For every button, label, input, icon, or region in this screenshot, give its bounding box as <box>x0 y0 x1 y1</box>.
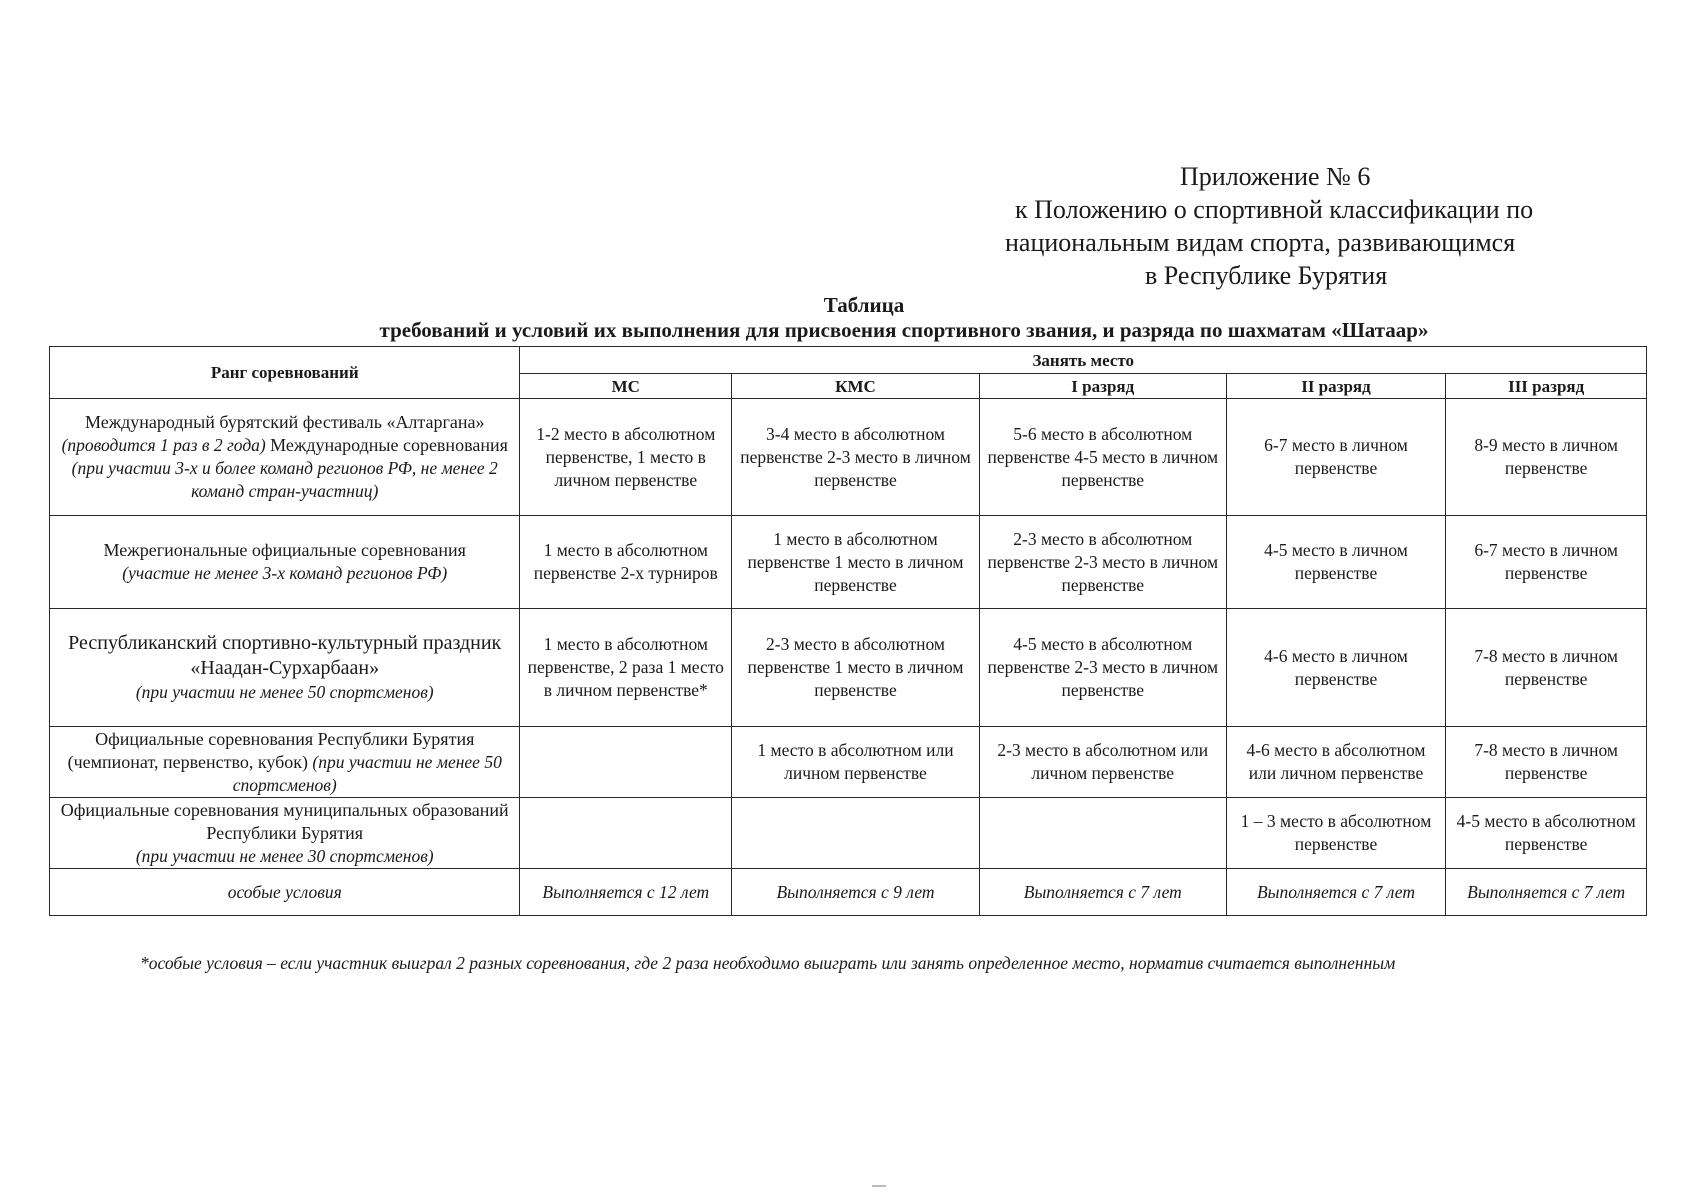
appendix-header <box>1000 160 1600 292</box>
requirement-cell: 6-7 место в личном первенстве <box>1446 516 1647 609</box>
rank-name: Республиканский спортивно-культурный праздник «Наадан-Сурхарбаан» <box>68 632 502 679</box>
rank-condition: (при участии не менее 50 спортсменов) <box>232 751 502 795</box>
place-header: Занять место <box>520 347 1647 374</box>
rank-condition: (при участии не менее 30 спортсменов) <box>135 845 434 866</box>
rank-condition: (проводится 1 раз в 2 года) <box>61 435 266 455</box>
table-title-word: Таблица <box>823 293 905 317</box>
requirement-cell: 2-3 место в абсолютном первенстве 1 место в личном первенстве <box>732 609 980 727</box>
rank-header: Ранг соревнований <box>50 347 520 399</box>
requirement-cell: 7-8 место в личном первенстве <box>1446 727 1647 798</box>
requirement-cell: Выполняется с 7 лет <box>979 869 1226 916</box>
table-row <box>50 727 1647 798</box>
requirement-cell <box>979 798 1226 869</box>
requirement-cell: Выполняется с 7 лет <box>1446 869 1647 916</box>
requirement-cell: 4-5 место в абсолютном первенстве <box>1446 798 1647 869</box>
requirement-cell: 7-8 место в личном первенстве <box>1446 609 1647 727</box>
table-row <box>50 798 1647 869</box>
rank-cell <box>50 727 520 798</box>
rank-condition: (участие не менее 3-х команд регионов РФ) <box>122 563 448 583</box>
appendix-reference-line: национальным видам спорта, развивающимся <box>1005 228 1516 257</box>
requirement-cell: 1 место в абсолютном первенстве, 2 раза 1 место в личном первенстве* <box>520 609 732 727</box>
requirement-cell: 6-7 место в личном первенстве <box>1226 399 1446 516</box>
scan-speck <box>872 1185 886 1187</box>
table-row <box>50 869 1647 916</box>
rank-name: Международный бурятский фестиваль «Алтаргана» <box>84 412 485 432</box>
requirement-cell: 4-6 место в абсолютном или личном первенстве <box>1226 727 1446 798</box>
requirement-cell: 1 место в абсолютном первенстве 2-х турниров <box>520 516 732 609</box>
requirement-cell: Выполняется с 9 лет <box>732 869 980 916</box>
requirement-cell: Выполняется с 7 лет <box>1226 869 1446 916</box>
table-row <box>50 516 1647 609</box>
table-row <box>50 609 1647 727</box>
rank-cell <box>50 399 520 516</box>
requirement-cell: 4-6 место в личном первенстве <box>1226 609 1446 727</box>
requirement-cell: 4-5 место в личном первенстве <box>1226 516 1446 609</box>
rank-name: Официальные соревнования Республики Бурятия (чемпионат, первенство, кубок) <box>67 728 475 772</box>
table-title <box>0 293 1698 343</box>
appendix-reference-line: к Положению о спортивной классификации по <box>1015 195 1534 224</box>
requirement-cell: 8-9 место в личном первенстве <box>1446 399 1647 516</box>
column-header: II разряд <box>1226 374 1446 399</box>
requirement-cell <box>732 798 980 869</box>
rank-condition: (при участии 3-х и более команд регионов РФ, не менее 2 команд стран-участниц) <box>71 458 498 501</box>
rank-cell: особые условия <box>50 869 520 916</box>
rank-name: Международные соревнования <box>270 435 508 455</box>
requirement-cell: 1 место в абсолютном первенстве 1 место в личном первенстве <box>732 516 980 609</box>
requirement-cell <box>520 727 732 798</box>
requirement-cell: 1-2 место в абсолютном первенстве, 1 место в личном первенстве <box>520 399 732 516</box>
rank-name: Официальные соревнования муниципальных образований Республики Бурятия <box>60 799 509 843</box>
rank-cell <box>50 609 520 727</box>
appendix-reference-line: в Республике Бурятия <box>1145 261 1388 290</box>
table-row <box>50 399 1647 516</box>
column-header: КМС <box>732 374 980 399</box>
rank-name: Межрегиональные официальные соревнования <box>103 540 466 560</box>
requirement-cell: 4-5 место в абсолютном первенстве 2-3 место в личном первенстве <box>979 609 1226 727</box>
requirements-table <box>49 346 1647 916</box>
requirement-cell: 5-6 место в абсолютном первенстве 4-5 место в личном первенстве <box>979 399 1226 516</box>
footnote: *особые условия – если участник выиграл 2 разных соревнования, где 2 раза необходимо выиграть или занять определенное место, норматив считается выполненным <box>140 953 1396 973</box>
requirement-cell <box>520 798 732 869</box>
requirement-cell: 3-4 место в абсолютном первенстве 2-3 место в личном первенстве <box>732 399 980 516</box>
rank-condition: (при участии не менее 50 спортсменов) <box>135 682 434 702</box>
rank-cell <box>50 516 520 609</box>
appendix-number: Приложение № 6 <box>1180 162 1371 191</box>
header-row <box>50 347 1647 374</box>
column-header: III разряд <box>1446 374 1647 399</box>
requirement-cell: 2-3 место в абсолютном или личном первенстве <box>979 727 1226 798</box>
rank-cell <box>50 798 520 869</box>
column-header: МС <box>520 374 732 399</box>
requirement-cell: Выполняется с 12 лет <box>520 869 732 916</box>
table-title-subject: требований и условий их выполнения для присвоения спортивного звания, и разряда по шахматам «Шатаар» <box>379 318 1429 342</box>
requirement-cell: 1 – 3 место в абсолютном первенстве <box>1226 798 1446 869</box>
requirement-cell: 2-3 место в абсолютном первенстве 2-3 место в личном первенстве <box>979 516 1226 609</box>
requirement-cell: 1 место в абсолютном или личном первенстве <box>732 727 980 798</box>
column-header: I разряд <box>979 374 1226 399</box>
